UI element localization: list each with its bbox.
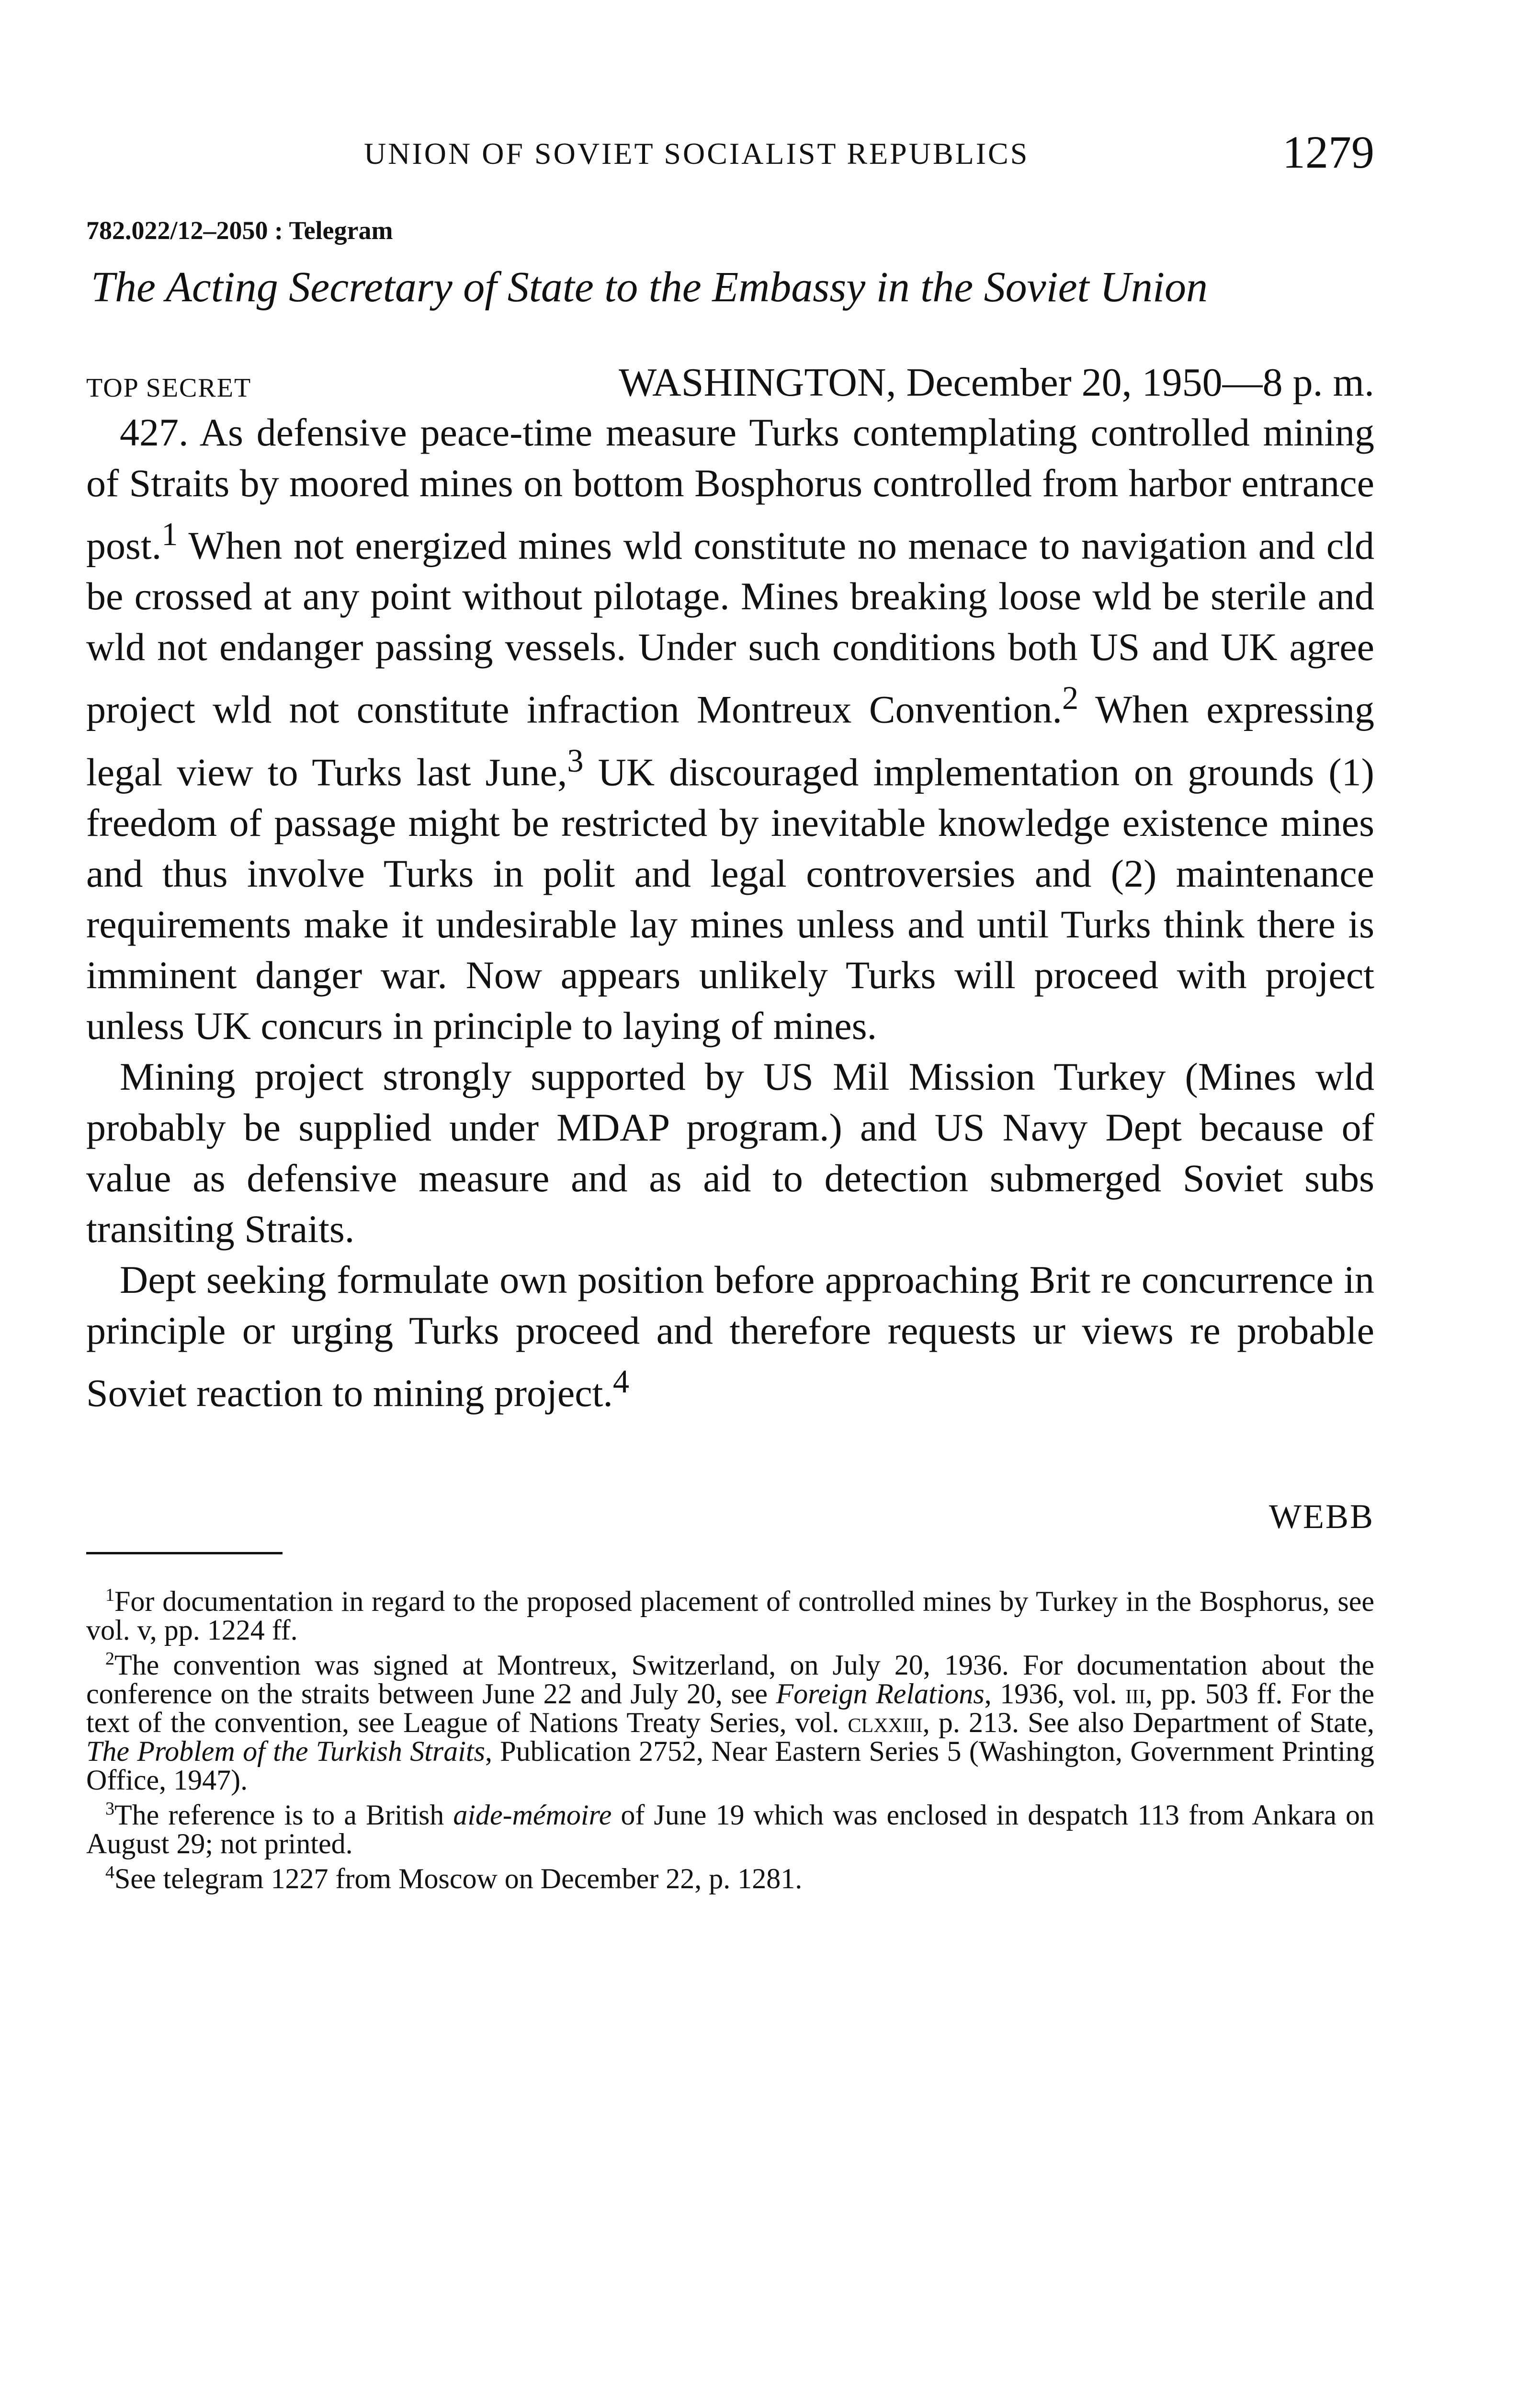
footnote-italic: The Problem of the Turkish Straits xyxy=(86,1735,485,1767)
footnote-text: , p. 213. See also Department of State, xyxy=(922,1707,1374,1738)
paragraph-text: Dept seeking formulate own position before approaching Brit re concurrence in principle or urging Turks proceed and therefore requests ur views re probable Soviet reaction to mining project. xyxy=(86,1257,1374,1415)
classification-label: TOP SECRET xyxy=(86,373,252,403)
paragraph-text: When expressing legal view to Turks last June, xyxy=(86,687,1375,794)
footnote-text: For documentation in regard to the proposed placement of controlled mines by Turkey in the Bosphorus, see vol. v, pp. 1224 ff. xyxy=(86,1585,1374,1646)
footnotes xyxy=(86,1581,1374,1893)
footnote-volume: iii xyxy=(1125,1678,1145,1710)
footnote-4 xyxy=(86,1858,1374,1893)
footnote-number: 1 xyxy=(105,1585,114,1605)
footnote-marker: 1 xyxy=(161,516,178,552)
footnote-text: , Publication 2752, Near Eastern Series 5 (Washington, Government Printing Office, 1947). xyxy=(86,1735,1374,1796)
footnote-number: 4 xyxy=(105,1862,114,1882)
footnote-volume: clxxiii xyxy=(848,1707,923,1738)
document-title: The Acting Secretary of State to the Embassy in the Soviet Union xyxy=(91,263,1208,311)
footnote-number: 3 xyxy=(105,1799,114,1819)
footnote-italic: aide-mémoire xyxy=(453,1799,612,1831)
footnote-divider xyxy=(86,1552,283,1554)
dateline xyxy=(86,359,1374,412)
footnote-text: , 1936, vol. xyxy=(984,1678,1125,1710)
footnote-1 xyxy=(86,1581,1374,1644)
running-header xyxy=(0,125,1374,178)
paragraph-text: When not energized mines wld constitute no menace to navigation and cld be crossed at any point without pilotage. Mines breaking loose wld be sterile and wld not endanger passing vessels. Under such conditions both US and UK agree project wld not constitute infraction Montreux Convention. xyxy=(86,524,1374,731)
footnote-text: , pp. 503 ff. For the text of the convention, see League of Nations Treaty Series, vol. xyxy=(86,1678,1375,1738)
body-paragraph-3 xyxy=(86,1255,1374,1418)
footnote-italic: Foreign Relations xyxy=(776,1678,985,1710)
footnote-text: See telegram 1227 from Moscow on December 22, p. 1281. xyxy=(114,1863,803,1894)
footnote-2 xyxy=(86,1644,1374,1794)
telegram-body xyxy=(86,407,1374,1418)
body-paragraph-1 xyxy=(86,407,1374,1051)
paragraph-text: UK discouraged implementation on grounds (1) freedom of passage might be restricted by inevitable knowledge existence mines and thus involve Turks in polit and legal controversies and (2) maintenance requirements make it undesirable lay mines unless and until Turks think there is imminent danger war. Now appears unlikely Turks will proceed with project unless UK concurs in principle to laying of mines. xyxy=(86,750,1374,1048)
file-reference: 782.022/12–2050 : Telegram xyxy=(86,216,393,245)
footnote-number: 2 xyxy=(105,1649,114,1669)
place-date: WASHINGTON, December 20, 1950—8 p. m. xyxy=(619,360,1374,405)
body-paragraph-2: Mining project strongly supported by US Mil Mission Turkey (Mines wld probably be supplied under MDAP program.) and US Navy Dept because of value as defensive measure and as aid to detection submerged Soviet subs transiting Straits. xyxy=(86,1054,1374,1251)
signature: WEBB xyxy=(1269,1497,1374,1536)
footnote-marker: 4 xyxy=(612,1363,630,1400)
page-number: 1279 xyxy=(1282,126,1374,178)
footnote-3 xyxy=(86,1794,1374,1858)
footnote-text: The reference is to a British xyxy=(114,1799,453,1831)
footnote-text: The convention was signed at Montreux, Switzerland, on July 20, 1936. For documentation about the conference on the straits between June 22 and July 20, see xyxy=(86,1649,1374,1710)
footnote-marker: 2 xyxy=(1062,680,1079,717)
paragraph-text: 427. As defensive peace-time measure Turks contemplating controlled mining of Straits by moored mines on bottom Bosphorus controlled from harbor entrance post. xyxy=(86,411,1374,568)
footnote-marker: 3 xyxy=(567,742,584,779)
footnote-text: of June 19 which was enclosed in despatch 113 from Ankara on August 29; not printed. xyxy=(86,1799,1375,1859)
running-title: UNION OF SOVIET SOCIALIST REPUBLICS xyxy=(364,137,1030,171)
